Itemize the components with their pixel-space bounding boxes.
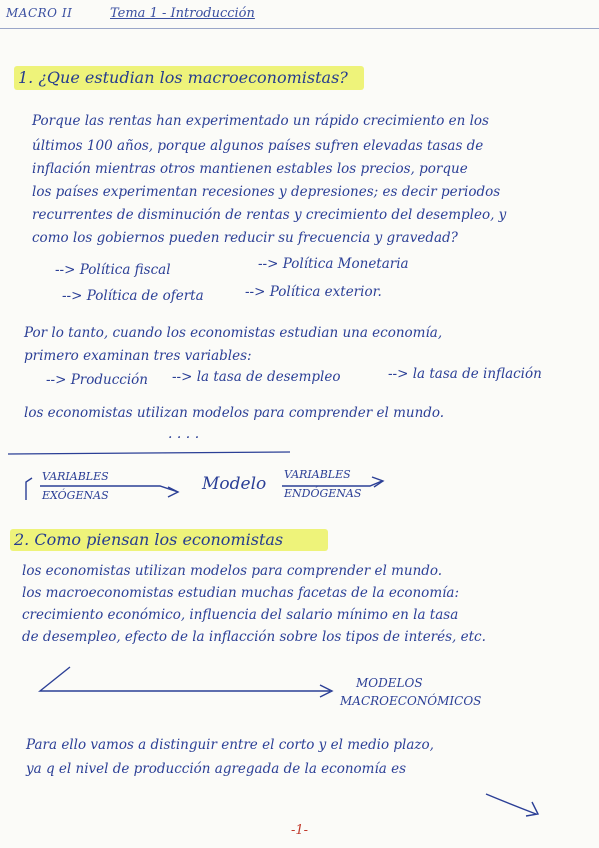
section-divider bbox=[0, 430, 599, 460]
policy-fiscal: --> Política fiscal bbox=[55, 262, 171, 278]
models-arrow bbox=[0, 655, 599, 705]
para1-line-5: recurrentes de disminución de rentas y crecimiento del desempleo, y bbox=[32, 207, 507, 223]
para1-line-1: Porque las rentas han experimentado un rápido crecimiento en los bbox=[32, 113, 489, 129]
models-label-top: MODELOS bbox=[356, 676, 423, 690]
divider-dots: · · · · bbox=[168, 430, 200, 446]
subject-label: MACRO II bbox=[6, 6, 73, 20]
para3: los economistas utilizan modelos para comprender el mundo. bbox=[24, 405, 445, 421]
page-title: Tema 1 - Introducción bbox=[110, 6, 255, 21]
models-label-bottom: MACROECONÓMICOS bbox=[340, 694, 482, 708]
policy-supply: --> Política de oferta bbox=[62, 288, 204, 304]
para2-line-1: Por lo tanto, cuando los economistas estudian una economía, bbox=[24, 325, 443, 341]
continue-arrow bbox=[480, 790, 560, 820]
section2-heading: 2. Como piensan los economistas bbox=[14, 530, 284, 549]
policy-monetary: --> Política Monetaria bbox=[258, 256, 409, 272]
para1-line-4: los países experimentan recesiones y depresiones; es decir periodos bbox=[32, 184, 501, 200]
variable-inflation: --> la tasa de inflación bbox=[388, 366, 542, 382]
exogenous-bottom: EXÓGENAS bbox=[42, 489, 109, 502]
sec2-line-4: de desempleo, efecto de la inflacción sobre los tipos de interés, etc. bbox=[22, 629, 486, 645]
end-line-1: Para ello vamos a distinguir entre el corto y el medio plazo, bbox=[26, 737, 434, 753]
section1-heading: 1. ¿Que estudian los macroeconomistas? bbox=[18, 68, 348, 87]
page-number: -1- bbox=[290, 823, 309, 838]
variable-unemployment: --> la tasa de desempleo bbox=[172, 369, 341, 385]
exogenous-top: VARIABLES bbox=[42, 470, 109, 483]
para1-line-6: como los gobiernos pueden reducir su frecuencia y gravedad? bbox=[32, 230, 458, 246]
policy-external: --> Política exterior. bbox=[245, 284, 382, 300]
para2-line-2: primero examinan tres variables: bbox=[24, 348, 252, 364]
end-line-2: ya q el nivel de producción agregada de la economía es bbox=[26, 761, 407, 777]
variable-production: --> Producción bbox=[46, 372, 148, 388]
sec2-line-2: los macroeconomistas estudian muchas facetas de la economía: bbox=[22, 585, 460, 601]
header-divider bbox=[0, 28, 599, 29]
endogenous-top: VARIABLES bbox=[284, 468, 351, 481]
para1-line-2: últimos 100 años, porque algunos países sufren elevadas tasas de bbox=[32, 138, 484, 154]
sec2-line-3: crecimiento económico, influencia del salario mínimo en la tasa bbox=[22, 607, 459, 623]
sec2-line-1: los economistas utilizan modelos para comprender el mundo. bbox=[22, 563, 443, 579]
endogenous-bottom: ENDÓGENAS bbox=[284, 487, 362, 500]
model-label: Modelo bbox=[202, 474, 267, 494]
para1-line-3: inflación mientras otros mantienen estables los precios, porque bbox=[32, 161, 468, 177]
